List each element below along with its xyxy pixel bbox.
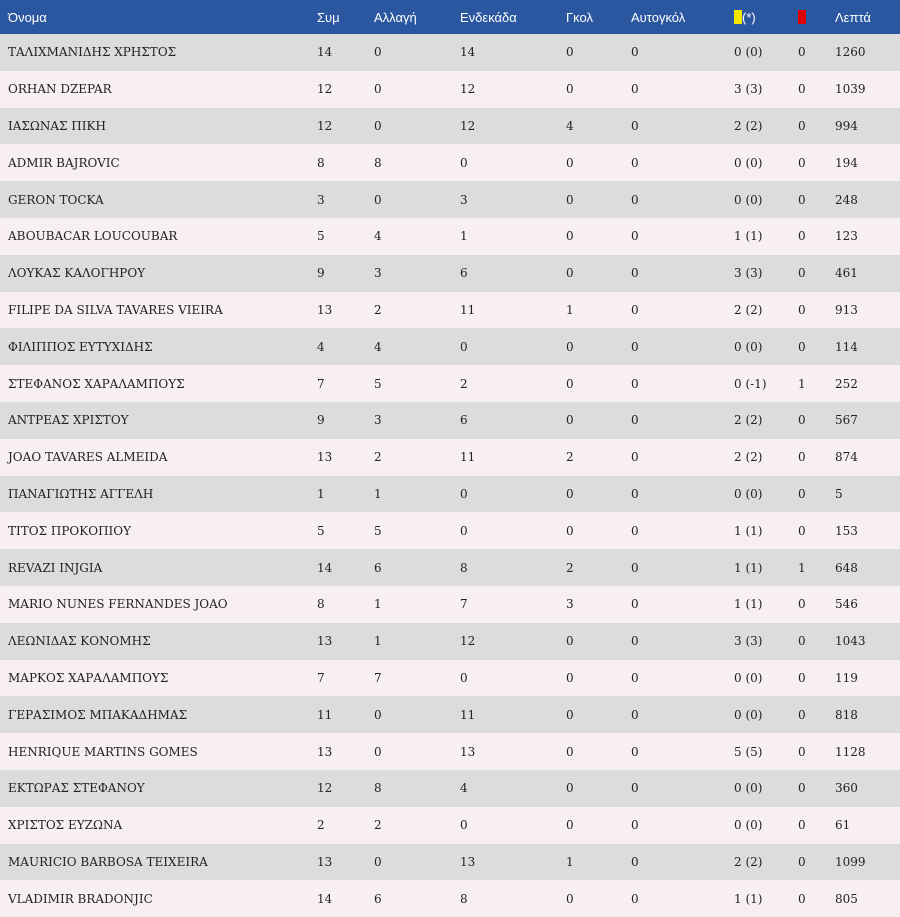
minutes-cell: 119 xyxy=(835,670,858,685)
red-cards-cell: 0 xyxy=(798,486,806,501)
subs-cell: 0 xyxy=(374,744,382,759)
goals-cell: 0 xyxy=(566,670,574,685)
own-goals-cell: 0 xyxy=(631,339,639,354)
yellow-cards-cell: 0 (0) xyxy=(734,670,763,685)
yellow-cards-cell: 5 (5) xyxy=(734,744,763,759)
subs-cell: 3 xyxy=(374,413,382,428)
red-cards-cell: 0 xyxy=(798,634,806,649)
player-name: ADMIR BAJROVIC xyxy=(8,155,120,170)
red-cards-cell: 0 xyxy=(798,523,806,538)
player-name: GERON TOCKA xyxy=(8,192,104,207)
table-row xyxy=(0,181,900,218)
minutes-cell: 360 xyxy=(835,781,858,796)
player-name: FILIPE DA SILVA TAVARES VIEIRA xyxy=(8,302,223,317)
player-name: ΑΝΤΡΕΑΣ ΧΡΙΣΤΟΥ xyxy=(8,413,129,428)
own-goals-cell: 0 xyxy=(631,82,639,97)
goals-cell: 0 xyxy=(566,523,574,538)
table-row xyxy=(0,586,900,623)
red-cards-cell: 0 xyxy=(798,670,806,685)
minutes-cell: 818 xyxy=(835,707,858,722)
starts-cell: 8 xyxy=(460,891,468,906)
starts-cell: 0 xyxy=(460,523,468,538)
yellow-card-icon xyxy=(734,10,742,24)
subs-cell: 8 xyxy=(374,781,382,796)
red-cards-cell: 0 xyxy=(798,192,806,207)
minutes-cell: 252 xyxy=(835,376,858,391)
table-body xyxy=(0,34,900,917)
goals-cell: 0 xyxy=(566,229,574,244)
minutes-cell: 248 xyxy=(835,192,858,207)
table-row xyxy=(0,328,900,365)
goals-cell: 0 xyxy=(566,634,574,649)
header-subs[interactable]: Αλλαγή xyxy=(374,9,417,25)
yellow-cards-cell: 2 (2) xyxy=(734,118,763,133)
starts-cell: 6 xyxy=(460,413,468,428)
red-cards-cell: 1 xyxy=(798,560,806,575)
yellow-cards-cell: 0 (0) xyxy=(734,707,763,722)
header-red-cards[interactable] xyxy=(790,0,827,34)
own-goals-cell: 0 xyxy=(631,302,639,317)
goals-cell: 0 xyxy=(566,376,574,391)
player-name: REVAZI INJGIA xyxy=(8,560,103,575)
yellow-cards-cell: 1 (1) xyxy=(734,560,763,575)
minutes-cell: 1099 xyxy=(835,854,866,869)
minutes-cell: 123 xyxy=(835,229,858,244)
own-goals-cell: 0 xyxy=(631,854,639,869)
minutes-cell: 61 xyxy=(835,818,851,833)
minutes-cell: 153 xyxy=(835,523,858,538)
apps-cell: 13 xyxy=(317,450,333,465)
table-row xyxy=(0,696,900,733)
own-goals-cell: 0 xyxy=(631,707,639,722)
red-cards-cell: 0 xyxy=(798,45,806,60)
table-row xyxy=(0,34,900,71)
player-name: MARIO NUNES FERNANDES JOAO xyxy=(8,597,228,612)
player-name: ΤΑΛΙΧΜΑΝΙΔΗΣ ΧΡΗΣΤΟΣ xyxy=(8,45,177,60)
table-row xyxy=(0,770,900,807)
minutes-cell: 994 xyxy=(835,118,858,133)
table-row xyxy=(0,549,900,586)
goals-cell: 0 xyxy=(566,413,574,428)
yellow-cards-cell: 3 (3) xyxy=(734,634,763,649)
minutes-cell: 461 xyxy=(835,266,858,281)
starts-cell: 0 xyxy=(460,155,468,170)
subs-cell: 0 xyxy=(374,192,382,207)
yellow-cards-cell: 0 (0) xyxy=(734,818,763,833)
red-cards-cell: 0 xyxy=(798,302,806,317)
minutes-cell: 1043 xyxy=(835,634,866,649)
goals-cell: 0 xyxy=(566,192,574,207)
apps-cell: 2 xyxy=(317,818,325,833)
table-row xyxy=(0,71,900,108)
starts-cell: 13 xyxy=(460,854,476,869)
subs-cell: 0 xyxy=(374,118,382,133)
red-cards-cell: 0 xyxy=(798,413,806,428)
minutes-cell: 567 xyxy=(835,413,858,428)
header-starts[interactable]: Ενδεκάδα xyxy=(460,9,517,25)
red-cards-cell: 0 xyxy=(798,854,806,869)
starts-cell: 7 xyxy=(460,597,468,612)
starts-cell: 3 xyxy=(460,192,468,207)
goals-cell: 0 xyxy=(566,339,574,354)
starts-cell: 2 xyxy=(460,376,468,391)
subs-cell: 5 xyxy=(374,523,382,538)
goals-cell: 2 xyxy=(566,450,574,465)
player-name: ΕΚΤΩΡΑΣ ΣΤΕΦΑΝΟΥ xyxy=(8,781,145,796)
red-cards-cell: 0 xyxy=(798,744,806,759)
red-cards-cell: 0 xyxy=(798,82,806,97)
yellow-cards-cell: 3 (3) xyxy=(734,82,763,97)
player-name: VLADIMIR BRADONJIC xyxy=(8,891,153,906)
table-row xyxy=(0,144,900,181)
table-row xyxy=(0,880,900,917)
subs-cell: 8 xyxy=(374,155,382,170)
minutes-cell: 648 xyxy=(835,560,858,575)
table-row xyxy=(0,623,900,660)
own-goals-cell: 0 xyxy=(631,450,639,465)
yellow-cards-cell: 0 (0) xyxy=(734,339,763,354)
red-cards-cell: 0 xyxy=(798,597,806,612)
own-goals-cell: 0 xyxy=(631,376,639,391)
starts-cell: 0 xyxy=(460,818,468,833)
own-goals-cell: 0 xyxy=(631,781,639,796)
subs-cell: 5 xyxy=(374,376,382,391)
starts-cell: 1 xyxy=(460,229,468,244)
apps-cell: 3 xyxy=(317,192,325,207)
subs-cell: 2 xyxy=(374,818,382,833)
apps-cell: 14 xyxy=(317,891,333,906)
apps-cell: 4 xyxy=(317,339,325,354)
starts-cell: 0 xyxy=(460,670,468,685)
apps-cell: 7 xyxy=(317,670,325,685)
table-row xyxy=(0,807,900,844)
goals-cell: 4 xyxy=(566,118,574,133)
apps-cell: 9 xyxy=(317,266,325,281)
subs-cell: 2 xyxy=(374,450,382,465)
own-goals-cell: 0 xyxy=(631,413,639,428)
yellow-cards-cell: 0 (0) xyxy=(734,45,763,60)
goals-cell: 0 xyxy=(566,744,574,759)
subs-cell: 3 xyxy=(374,266,382,281)
apps-cell: 14 xyxy=(317,560,333,575)
table-row xyxy=(0,218,900,255)
red-cards-cell: 0 xyxy=(798,781,806,796)
subs-cell: 0 xyxy=(374,45,382,60)
minutes-cell: 194 xyxy=(835,155,858,170)
red-cards-cell: 0 xyxy=(798,118,806,133)
goals-cell: 1 xyxy=(566,854,574,869)
table-row xyxy=(0,476,900,513)
apps-cell: 14 xyxy=(317,45,333,60)
goals-cell: 3 xyxy=(566,597,574,612)
header-apps[interactable]: Συμ xyxy=(317,9,340,25)
goals-cell: 0 xyxy=(566,45,574,60)
player-name: JOAO TAVARES ALMEIDA xyxy=(8,450,168,465)
yellow-cards-cell: 0 (0) xyxy=(734,155,763,170)
yellow-cards-cell: 1 (1) xyxy=(734,597,763,612)
starts-cell: 0 xyxy=(460,339,468,354)
subs-cell: 4 xyxy=(374,229,382,244)
apps-cell: 12 xyxy=(317,118,333,133)
subs-cell: 4 xyxy=(374,339,382,354)
player-name: ΧΡΙΣΤΟΣ ΕΥΖΩΝΑ xyxy=(8,818,123,833)
subs-cell: 7 xyxy=(374,670,382,685)
table-row xyxy=(0,255,900,292)
own-goals-cell: 0 xyxy=(631,229,639,244)
player-name: ORHAN DZEPAR xyxy=(8,82,112,97)
red-cards-cell: 0 xyxy=(798,155,806,170)
starts-cell: 13 xyxy=(460,744,476,759)
subs-cell: 6 xyxy=(374,560,382,575)
yellow-cards-cell: 1 (1) xyxy=(734,891,763,906)
own-goals-cell: 0 xyxy=(631,891,639,906)
player-name: ΛΟΥΚΑΣ ΚΑΛΟΓΗΡΟΥ xyxy=(8,266,146,281)
minutes-cell: 1260 xyxy=(835,45,866,60)
own-goals-cell: 0 xyxy=(631,486,639,501)
starts-cell: 11 xyxy=(460,450,476,465)
apps-cell: 13 xyxy=(317,634,333,649)
starts-cell: 11 xyxy=(460,707,476,722)
starts-cell: 6 xyxy=(460,266,468,281)
starts-cell: 8 xyxy=(460,560,468,575)
header-yellow-suffix: (*) xyxy=(742,9,756,25)
table-row xyxy=(0,512,900,549)
yellow-cards-cell: 1 (1) xyxy=(734,523,763,538)
goals-cell: 0 xyxy=(566,486,574,501)
table-row xyxy=(0,108,900,145)
player-name: ΜΑΡΚΟΣ ΧΑΡΑΛΑΜΠΟΥΣ xyxy=(8,670,169,685)
subs-cell: 2 xyxy=(374,302,382,317)
player-name: ΓΕΡΑΣΙΜΟΣ ΜΠΑΚΑΔΗΜΑΣ xyxy=(8,707,188,722)
yellow-cards-cell: 0 (0) xyxy=(734,486,763,501)
subs-cell: 1 xyxy=(374,597,382,612)
minutes-cell: 114 xyxy=(835,339,858,354)
player-name: ΤΙΤΟΣ ΠΡΟΚΟΠΙΟΥ xyxy=(8,523,132,538)
yellow-cards-cell: 3 (3) xyxy=(734,266,763,281)
apps-cell: 5 xyxy=(317,229,325,244)
header-goals[interactable]: Γκολ xyxy=(566,9,593,25)
table-row xyxy=(0,365,900,402)
apps-cell: 9 xyxy=(317,413,325,428)
red-cards-cell: 0 xyxy=(798,818,806,833)
player-name: ABOUBACAR LOUCOUBAR xyxy=(8,229,178,244)
yellow-cards-cell: 2 (2) xyxy=(734,450,763,465)
own-goals-cell: 0 xyxy=(631,523,639,538)
own-goals-cell: 0 xyxy=(631,118,639,133)
minutes-cell: 5 xyxy=(835,486,843,501)
red-cards-cell: 0 xyxy=(798,266,806,281)
red-cards-cell: 0 xyxy=(798,229,806,244)
goals-cell: 1 xyxy=(566,302,574,317)
table-header-row xyxy=(0,0,900,34)
apps-cell: 1 xyxy=(317,486,325,501)
own-goals-cell: 0 xyxy=(631,744,639,759)
goals-cell: 0 xyxy=(566,781,574,796)
starts-cell: 12 xyxy=(460,634,476,649)
red-cards-cell: 1 xyxy=(798,376,806,391)
table-row xyxy=(0,402,900,439)
starts-cell: 4 xyxy=(460,781,468,796)
own-goals-cell: 0 xyxy=(631,597,639,612)
apps-cell: 8 xyxy=(317,597,325,612)
apps-cell: 5 xyxy=(317,523,325,538)
goals-cell: 0 xyxy=(566,891,574,906)
table-row xyxy=(0,292,900,329)
red-cards-cell: 0 xyxy=(798,707,806,722)
goals-cell: 0 xyxy=(566,155,574,170)
yellow-cards-cell: 2 (2) xyxy=(734,413,763,428)
subs-cell: 1 xyxy=(374,634,382,649)
goals-cell: 0 xyxy=(566,266,574,281)
apps-cell: 8 xyxy=(317,155,325,170)
goals-cell: 2 xyxy=(566,560,574,575)
yellow-cards-cell: 2 (2) xyxy=(734,302,763,317)
red-cards-cell: 0 xyxy=(798,339,806,354)
red-cards-cell: 0 xyxy=(798,891,806,906)
red-cards-cell: 0 xyxy=(798,450,806,465)
starts-cell: 12 xyxy=(460,118,476,133)
own-goals-cell: 0 xyxy=(631,634,639,649)
starts-cell: 12 xyxy=(460,82,476,97)
yellow-cards-cell: 1 (1) xyxy=(734,229,763,244)
own-goals-cell: 0 xyxy=(631,192,639,207)
apps-cell: 11 xyxy=(317,707,333,722)
own-goals-cell: 0 xyxy=(631,818,639,833)
own-goals-cell: 0 xyxy=(631,45,639,60)
subs-cell: 0 xyxy=(374,82,382,97)
header-yellow-cards[interactable] xyxy=(726,0,790,34)
goals-cell: 0 xyxy=(566,82,574,97)
subs-cell: 0 xyxy=(374,707,382,722)
apps-cell: 13 xyxy=(317,854,333,869)
header-name[interactable]: Όνομα xyxy=(8,9,47,25)
apps-cell: 12 xyxy=(317,82,333,97)
own-goals-cell: 0 xyxy=(631,155,639,170)
player-name: ΛΕΩΝΙΔΑΣ ΚΟΝΟΜΗΣ xyxy=(8,634,151,649)
table-row xyxy=(0,439,900,476)
yellow-cards-cell: 0 (0) xyxy=(734,781,763,796)
apps-cell: 13 xyxy=(317,302,333,317)
player-name: HENRIQUE MARTINS GOMES xyxy=(8,744,198,759)
header-own-goals[interactable]: Αυτογκόλ xyxy=(631,9,686,25)
yellow-cards-cell: 0 (0) xyxy=(734,192,763,207)
apps-cell: 12 xyxy=(317,781,333,796)
minutes-cell: 1128 xyxy=(835,744,866,759)
red-card-icon xyxy=(798,10,806,24)
subs-cell: 1 xyxy=(374,486,382,501)
header-minutes[interactable]: Λεπτά xyxy=(835,9,871,25)
goals-cell: 0 xyxy=(566,818,574,833)
starts-cell: 0 xyxy=(460,486,468,501)
player-name: ΣΤΕΦΑΝΟΣ ΧΑΡΑΛΑΜΠΟΥΣ xyxy=(8,376,185,391)
minutes-cell: 913 xyxy=(835,302,858,317)
apps-cell: 7 xyxy=(317,376,325,391)
yellow-cards-cell: 0 (-1) xyxy=(734,376,767,391)
player-name: ΦΙΛΙΠΠΟΣ ΕΥΤΥΧΙΔΗΣ xyxy=(8,339,153,354)
starts-cell: 14 xyxy=(460,45,476,60)
own-goals-cell: 0 xyxy=(631,560,639,575)
player-name: ΠΑΝΑΓΙΩΤΗΣ ΑΓΓΕΛΗ xyxy=(8,486,154,501)
yellow-cards-cell: 2 (2) xyxy=(734,854,763,869)
minutes-cell: 1039 xyxy=(835,82,866,97)
own-goals-cell: 0 xyxy=(631,670,639,685)
apps-cell: 13 xyxy=(317,744,333,759)
goals-cell: 0 xyxy=(566,707,574,722)
minutes-cell: 805 xyxy=(835,891,858,906)
table-row xyxy=(0,660,900,697)
minutes-cell: 874 xyxy=(835,450,858,465)
table-row xyxy=(0,844,900,881)
starts-cell: 11 xyxy=(460,302,476,317)
subs-cell: 0 xyxy=(374,854,382,869)
player-name: MAURICIO BARBOSA TEIXEIRA xyxy=(8,854,208,869)
subs-cell: 6 xyxy=(374,891,382,906)
player-name: ΙΑΣΩΝΑΣ ΠΙΚΗ xyxy=(8,118,106,133)
own-goals-cell: 0 xyxy=(631,266,639,281)
minutes-cell: 546 xyxy=(835,597,858,612)
table-row xyxy=(0,733,900,770)
